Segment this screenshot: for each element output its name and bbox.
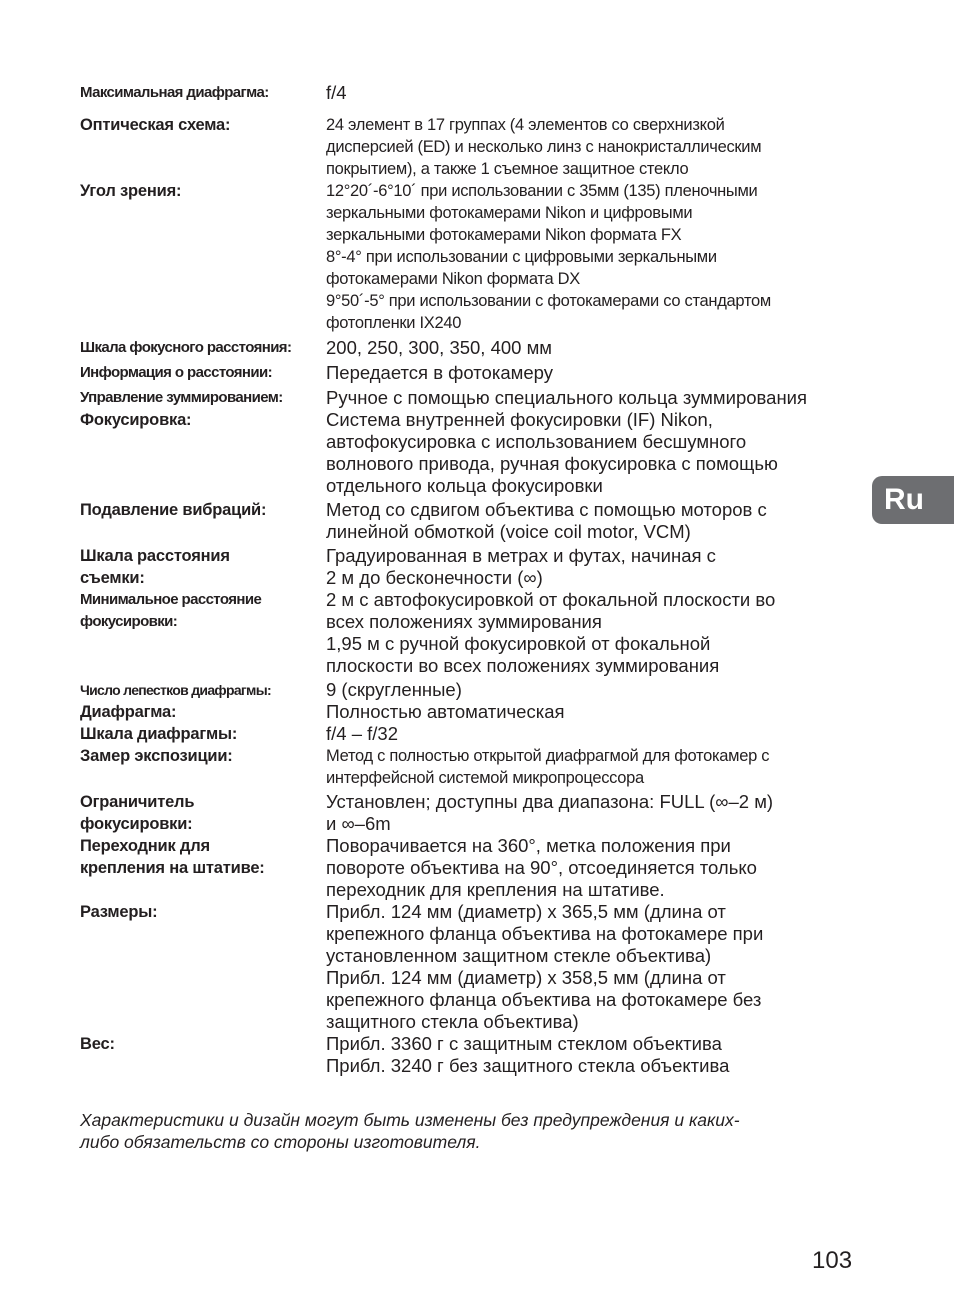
- spec-row-focal-length-scale: [80, 337, 870, 359]
- spec-value: f/4: [326, 82, 347, 103]
- spec-row-distance-info: [80, 362, 870, 384]
- spec-value: Ручное с помощью специального кольца зуммирования: [326, 387, 808, 408]
- spec-label: Число лепестков диафрагмы:: [80, 682, 271, 698]
- spec-value: f/4 – f/32: [326, 723, 398, 744]
- spec-value: 200, 250, 300, 350, 400 мм: [326, 337, 553, 358]
- spec-table: [80, 82, 870, 1077]
- spec-label: Минимальное расстояние фокусировки:: [80, 591, 262, 630]
- spec-row-blade-count: [80, 679, 870, 701]
- spec-label: Оптическая схема:: [80, 116, 231, 134]
- spec-value: Передается в фотокамеру: [326, 362, 553, 383]
- spec-label: Переходник для крепления на штативе:: [80, 837, 265, 877]
- spec-row-zoom-control: [80, 387, 870, 409]
- spec-value: Установлен; доступны два диапазона: FULL (∞–2 м) и ∞–6m: [326, 791, 774, 834]
- spec-label: Угол зрения:: [80, 182, 182, 200]
- language-tab: Ru: [872, 476, 954, 524]
- spec-value: Поворачивается на 360°, метка положения при повороте объектива на 90°, отсоединяется только переходник для крепления на штативе.: [326, 835, 757, 900]
- spec-value: 24 элемент в 17 группах (4 элементов со сверхнизкой дисперсией (ED) и несколько линз с нанокристаллическим покрытием), а также 1 съемное защитное стекло: [326, 116, 762, 178]
- spec-value: Система внутренней фокусировки (IF) Nikon, автофокусировка с использованием бесшумного волнового привода, ручная фокусировка с помощью отдельного кольца фокусировки: [326, 409, 778, 496]
- spec-row-aperture: [80, 701, 870, 723]
- spec-label: Шкала фокусного расстояния:: [80, 339, 292, 356]
- spec-value: Прибл. 124 мм (диаметр) x 365,5 мм (длина от крепежного фланца объектива на фотокамере при установленном защитном стекле объектива) Прибл. 124 мм (диаметр) x 358,5 мм (длина от крепежного фланца объектива на фотокамере без защитного стекла объектива): [326, 901, 764, 1032]
- spec-value: Прибл. 3360 г с защитным стеклом объектива Прибл. 3240 г без защитного стекла объектива: [326, 1033, 730, 1076]
- spec-row-exposure-metering: [80, 745, 870, 789]
- spec-label: Подавление вибраций:: [80, 501, 267, 519]
- spec-value: Метод со сдвигом объектива с помощью моторов с линейной обмоткой (voice coil motor, VCM): [326, 499, 767, 542]
- spec-row-optical-scheme: [80, 114, 870, 180]
- spec-label: Фокусировка:: [80, 411, 192, 429]
- spec-row-min-focus-distance: [80, 589, 870, 677]
- spec-row-focus-limiter: [80, 791, 870, 835]
- spec-row-distance-scale: [80, 545, 870, 589]
- page-number: 103: [812, 1247, 853, 1274]
- spec-value: 9 (скругленные): [326, 679, 462, 700]
- spec-row-weight: [80, 1033, 870, 1077]
- spec-row-tripod-collar: [80, 835, 870, 901]
- spec-label: Информация о расстоянии:: [80, 364, 272, 381]
- spec-value: 2 м с автофокусировкой от фокальной плоскости во всех положениях зуммирования 1,95 м с ручной фокусировкой от фокальной плоскости во всех положениях зуммирования: [326, 589, 776, 676]
- spec-label: Управление зуммированием:: [80, 389, 283, 406]
- spec-row-dimensions: [80, 901, 870, 1033]
- spec-label: Вес:: [80, 1035, 115, 1053]
- spec-row-aperture-scale: [80, 723, 870, 745]
- spec-label: Максимальная диафрагма:: [80, 84, 269, 101]
- spec-row-max-aperture: [80, 82, 870, 104]
- spec-row-vibration-reduction: [80, 499, 870, 543]
- spec-label: Замер экспозиции:: [80, 747, 233, 765]
- spec-row-angle-of-view: [80, 180, 870, 334]
- spec-label: Ограничитель фокусировки:: [80, 793, 195, 833]
- spec-value: Полностью автоматическая: [326, 701, 565, 722]
- disclaimer-note: Характеристики и дизайн могут быть изменены без предупреждения и каких- либо обязательств со стороны изготовителя.: [80, 1110, 740, 1152]
- spec-value: Градуированная в метрах и футах, начиная с 2 м до бесконечности (∞): [326, 545, 716, 588]
- spec-value: Метод с полностью открытой диафрагмой для фотокамер с интерфейсной системой микропроцессора: [326, 747, 770, 787]
- spec-label: Размеры:: [80, 903, 158, 921]
- spec-row-focusing: [80, 409, 870, 497]
- spec-value: 12°20´-6°10´ при использовании с 35мм (135) пленочными зеркальными фотокамерами Nikon и цифровыми зеркальными фотокамерами Nikon формата FX 8°-4° при использовании с цифровыми зеркальными фотокамерами Nikon формата DX 9°50´-5° при использовании с фотокамерами со стандартом фотопленки IX240: [326, 182, 771, 332]
- spec-label: Диафрагма:: [80, 703, 177, 721]
- spec-label: Шкала расстояния съемки:: [80, 547, 230, 587]
- spec-label: Шкала диафрагмы:: [80, 725, 238, 743]
